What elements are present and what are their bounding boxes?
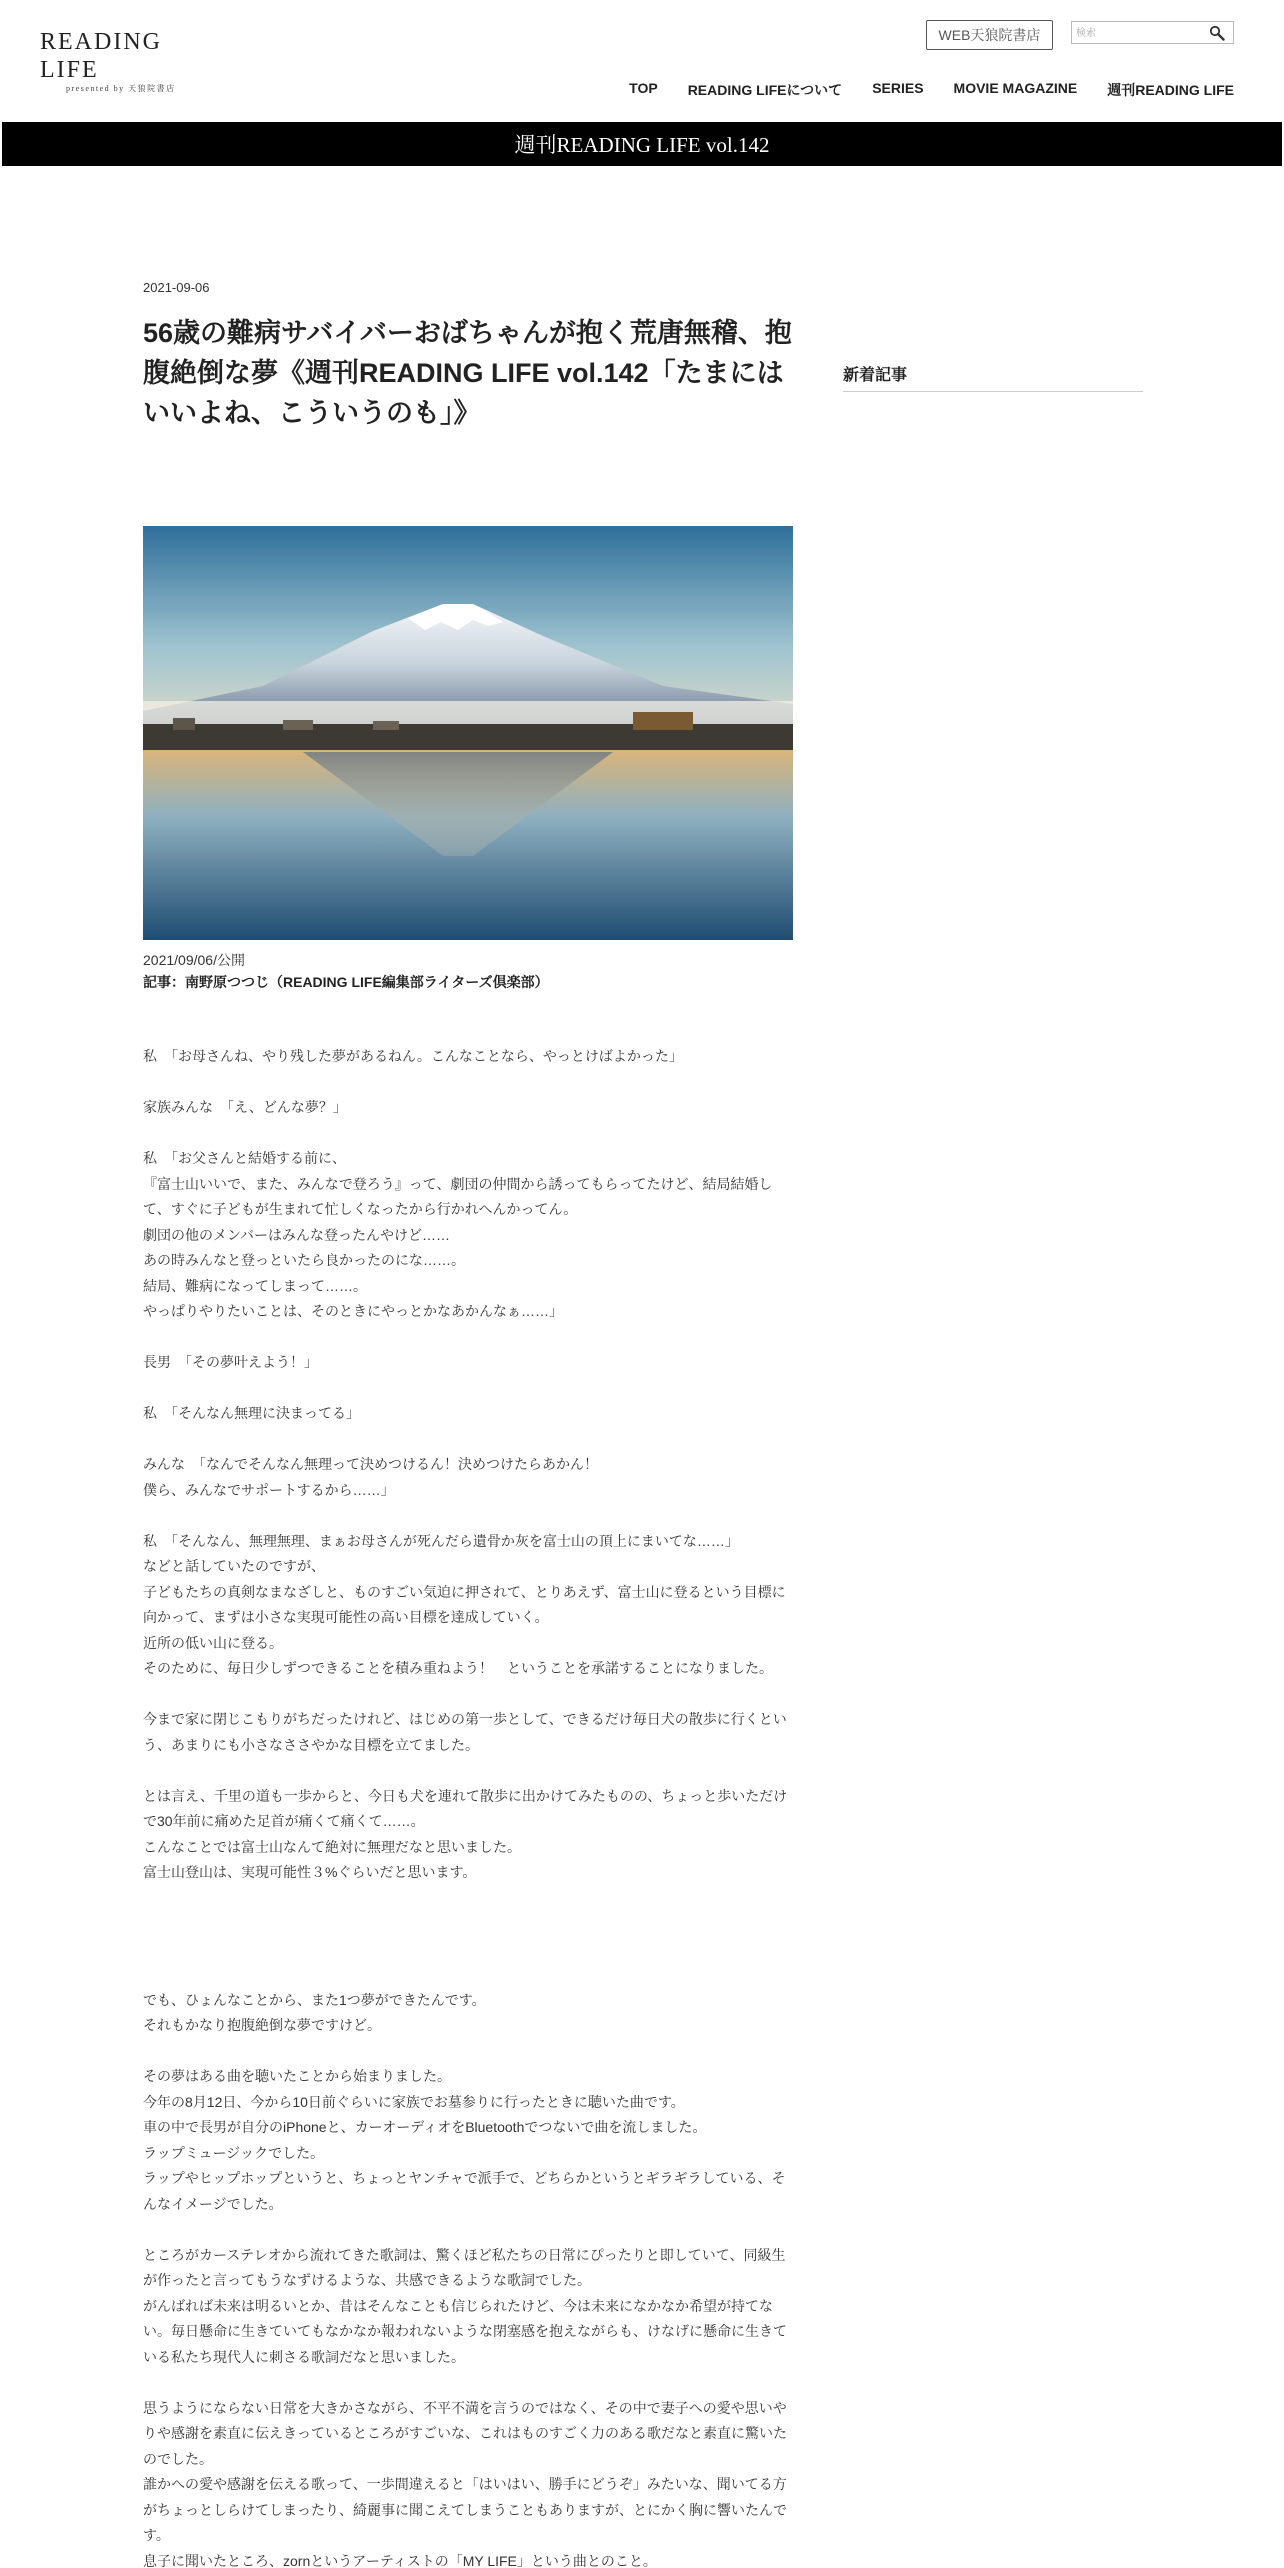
text-line: 私 「お母さんね、やり残した夢があるねん。こんなことなら、やっとけばよかった」 bbox=[143, 1048, 683, 1064]
text-line: 私 「そんなん、無理無理、まぁお母さんが死んだら遺骨か灰を富士山の頂上にまいてな……」 bbox=[143, 1532, 739, 1549]
text-line: 『富士山いいで、また、みんなで登ろう』って、劇団の仲間から誘ってもらってたけど、結局結婚して、すぐに子どもが生まれて忙しくなったから行かれへんかってん。 bbox=[143, 1175, 773, 1217]
text-line: 富士山登山は、実現可能性３%ぐらいだと思います。 bbox=[143, 1864, 477, 1880]
paragraph bbox=[143, 1401, 793, 1427]
paragraph bbox=[143, 1095, 793, 1121]
published-date: 2021/09/06/公開 bbox=[143, 952, 245, 968]
text-line: その夢はある曲を聴いたことから始まりました。 bbox=[143, 2068, 451, 2084]
nav-top[interactable]: TOP bbox=[629, 80, 658, 96]
paragraph bbox=[143, 1452, 793, 1503]
search-input[interactable] bbox=[1076, 25, 1196, 41]
paragraph bbox=[143, 1988, 793, 2039]
text-line: 思うようにならない日常を大きかさながら、不平不満を言うのではなく、その中で妻子への愛や思いやりや感謝を素直に伝えきっているところがすごいな、これはものすごく力のある歌だなと素直に驚いたのでした。 bbox=[143, 2399, 787, 2467]
post-date: 2021-09-06 bbox=[143, 280, 210, 295]
text-line: こんなことでは富士山なんて絶対に無理だなと思いました。 bbox=[143, 1838, 521, 1855]
text-line: などと話していたのですが、 bbox=[143, 1558, 325, 1574]
paragraph bbox=[143, 2243, 793, 2371]
paragraph bbox=[143, 1529, 793, 1682]
nav-about[interactable]: READING LIFEについて bbox=[687, 82, 843, 98]
text-line: 誰かへの愛や感謝を伝える歌って、一歩間違えると「はいはい、勝手にどうぞ」みたいな、聞いてる方がちょっとしらけてしまったり、綺麗事に聞こえてしまうこともありますが、とにかく胸に響いたんです。 bbox=[143, 2476, 787, 2543]
text-line: 長男 「その夢叶えよう！」 bbox=[143, 1354, 318, 1370]
paragraph bbox=[143, 2396, 793, 2568]
text-line: 車の中で長男が自分のiPhoneと、カーオーディオをBluetoothでつないで曲を流しました。 bbox=[143, 2119, 707, 2135]
text-line: それもかなり抱腹絶倒な夢ですけど。 bbox=[143, 2017, 381, 2033]
nav-series[interactable]: SERIES bbox=[872, 80, 924, 96]
sidebar bbox=[843, 362, 1143, 392]
web-store-button[interactable]: WEB天狼院書店 bbox=[926, 20, 1053, 50]
text-line: 息子に聞いたところ、zornというアーティストの「MY LIFE」という曲とのこと。 bbox=[143, 2552, 657, 2568]
paragraph bbox=[143, 1707, 793, 1758]
text-line: 劇団の他のメンバーはみんな登ったんやけど…… bbox=[143, 1226, 451, 1243]
paragraph bbox=[143, 1784, 793, 1886]
nav-weekly[interactable]: 週刊READING LIFE bbox=[1107, 82, 1234, 98]
nav-movie-magazine[interactable]: MOVIE MAGAZINE bbox=[953, 80, 1078, 96]
text-line: ラップやヒップホップというと、ちょっとヤンチャで派手で、どちらかというとギラギラしている、そんなイメージでした。 bbox=[143, 2170, 786, 2212]
text-line: とは言え、千里の道も一歩からと、今日も犬を連れて散歩に出かけてみたものの、ちょっと歩いただけで30年前に痛めた足首が痛くて痛くて……。 bbox=[143, 1787, 788, 1829]
text-line: 家族みんな 「え、どんな夢？」 bbox=[143, 1099, 347, 1115]
text-line: でも、ひょんなことから、また1つ夢ができたんです。 bbox=[143, 1991, 486, 2008]
text-line: 今まで家に閉じこもりがちだったけれど、はじめの第一歩として、できるだけ毎日犬の散歩に行くという、あまりにも小さなささやかな目標を立てました。 bbox=[143, 1711, 787, 1753]
paragraph bbox=[143, 1146, 793, 1325]
text-line: 私 「お父さんと結婚する前に、 bbox=[143, 1150, 346, 1166]
text-line: やっぱりやりたいことは、そのときにやっとかなあかんなぁ……」 bbox=[143, 1303, 563, 1319]
article-body bbox=[143, 1044, 793, 2568]
site-header bbox=[0, 0, 1284, 120]
text-line: 僕ら、みんなでサポートするから……」 bbox=[143, 1481, 395, 1498]
hero-image bbox=[143, 526, 793, 940]
issue-banner: 週刊READING LIFE vol.142 bbox=[2, 122, 1282, 166]
main-nav bbox=[599, 80, 1234, 100]
text-line: 私 「そんなん無理に決まってる」 bbox=[143, 1405, 360, 1421]
post-title: 56歳の難病サバイバーおばちゃんが抱く荒唐無稽、抱腹絶倒な夢《週刊READING LIFE vol.142「たまにはいいよね、こういうのも」》 bbox=[143, 318, 792, 428]
search-icon[interactable] bbox=[1209, 25, 1225, 41]
text-line: そのために、毎日少しずつできることを積み重ねよう！ ということを承諾することになりました。 bbox=[143, 1660, 773, 1676]
article-header bbox=[143, 280, 793, 433]
text-line: 今年の8月12日、今から10日前ぐらいに家族でお墓参りに行ったときに聴いた曲です。 bbox=[143, 2093, 685, 2110]
paragraph bbox=[143, 2064, 793, 2217]
search-box bbox=[1071, 21, 1234, 44]
text-line: がんばれば未来は明るいとか、昔はそんなことも信じられたけど、今は未来になかなか希望が持てない。毎日懸命に生きていてもなかなか報われないような閉塞感を抱えながらも、けなげに懸命に生きている私たち現代人に刺さる歌詞だなと思いました。 bbox=[143, 2297, 787, 2365]
text-line: 子どもたちの真剣なまなざしと、ものすごい気迫に押されて、とりあえず、富士山に登るという目標に向かって、まずは小さな実現可能性の高い目標を達成していく。 bbox=[143, 1583, 786, 1625]
text-line: ラップミュージックでした。 bbox=[143, 2144, 325, 2161]
text-line: 結局、難病になってしまって……。 bbox=[143, 1277, 367, 1294]
text-line: あの時みんなと登っといたら良かったのにな……。 bbox=[143, 1252, 465, 1268]
article-meta bbox=[143, 950, 793, 994]
logo-main-text: READING LIFE bbox=[40, 29, 162, 83]
text-line: みんな 「なんでそんなん無理って決めつけるん！決めつけたらあかん！ bbox=[143, 1456, 598, 1472]
text-line: ところがカーステレオから流れてきた歌詞は、驚くほど私たちの日常にぴったりと即していて、同級生が作ったと言ってもうなずけるような、共感できるような歌詞でした。 bbox=[143, 2246, 786, 2288]
paragraph bbox=[143, 1350, 793, 1376]
logo-sub-text: presented by 天狼院書店 bbox=[66, 84, 176, 93]
sidebar-title-new-articles: 新着記事 bbox=[843, 362, 1143, 392]
site-logo[interactable] bbox=[40, 28, 210, 93]
paragraph bbox=[143, 1044, 793, 1070]
text-line: 近所の低い山に登る。 bbox=[143, 1634, 283, 1651]
author-credit: 記事：南野原つつじ（READING LIFE編集部ライターズ倶楽部） bbox=[143, 974, 549, 990]
